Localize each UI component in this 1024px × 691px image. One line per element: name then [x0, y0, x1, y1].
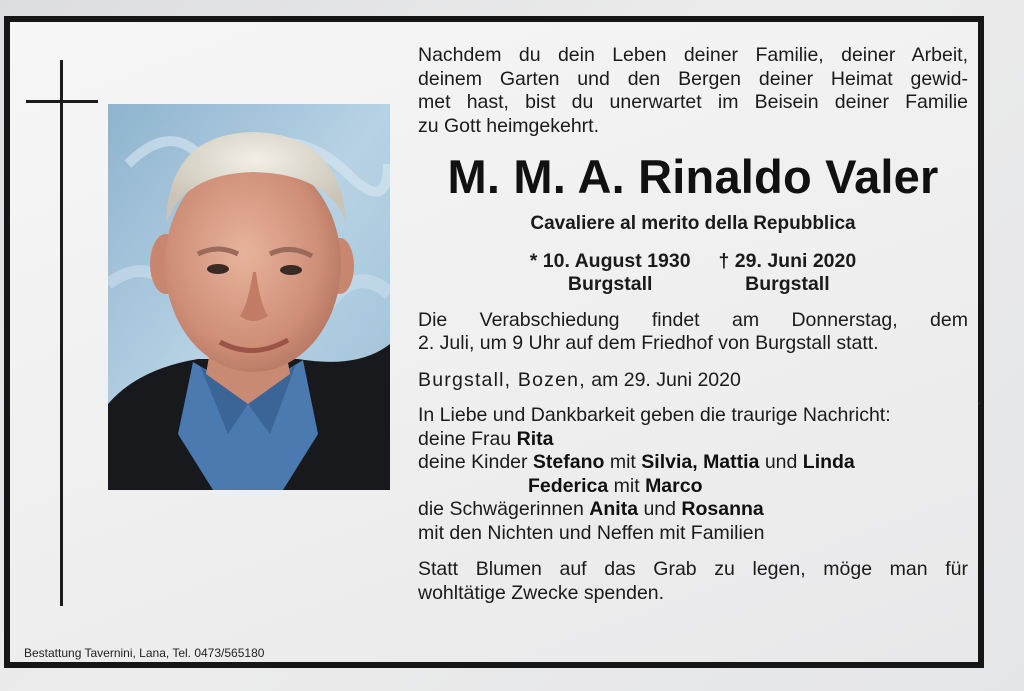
life-dates: [418, 250, 968, 296]
and-word: und: [759, 451, 803, 473]
birth-date: * 10. August 1930: [529, 249, 691, 272]
with-word: mit: [608, 474, 646, 497]
intro-line: zu Gott heimgekehrt.: [418, 114, 600, 137]
and-word: und: [638, 498, 682, 520]
funeral-home-footer: Bestattung Tavernini, Lana, Tel. 0473/565180: [24, 646, 265, 660]
announcement-line: In Liebe und Dankbarkeit geben die traurige Nachricht:: [418, 404, 891, 426]
ceremony-paragraph: [418, 309, 968, 356]
death-date: † 29. Juni 2020: [718, 249, 857, 272]
wife-line: [418, 428, 968, 452]
nieces-line: mit den Nichten und Neffen mit Familien: [418, 521, 765, 544]
birth-info: [530, 250, 691, 296]
child-name: Federica: [528, 474, 609, 497]
sisters-in-law-line: [418, 498, 968, 522]
children-line-2: [418, 475, 968, 499]
children-line: [418, 451, 968, 475]
partner-names: Silvia, Mattia: [641, 451, 760, 473]
place-date-line: [418, 369, 968, 393]
ceremony-line: Die Verabschiedung findet am Donnerstag, dem: [418, 308, 968, 331]
sister-name: Rosanna: [681, 498, 764, 520]
family-list: [418, 404, 968, 545]
closing-line: wohltätige Zwecke spenden.: [418, 581, 665, 604]
intro-line: met hast, bist du unerwartet im Beisein deiner Familie: [418, 91, 968, 113]
sister-name: Anita: [589, 498, 639, 520]
portrait-photo: [108, 104, 390, 490]
closing-line: Statt Blumen auf das Grab zu legen, möge man für: [418, 558, 968, 580]
ceremony-line: 2. Juli, um 9 Uhr auf dem Friedhof von Burgstall statt.: [418, 332, 879, 354]
wife-name: Rita: [516, 427, 554, 450]
obituary-text: [418, 44, 968, 605]
intro-line: deinem Garten und den Bergen deiner Heimat gewid-: [418, 67, 968, 90]
closing-paragraph: [418, 558, 968, 605]
sisters-prefix: die Schwägerinnen: [418, 498, 590, 520]
with-word: mit: [604, 451, 642, 473]
place-names: Burgstall, Bozen,: [418, 368, 586, 391]
partner-name: Marco: [645, 474, 703, 497]
honor-title: Cavaliere al merito della Repubblica: [530, 213, 856, 234]
child-name: Linda: [802, 451, 855, 473]
deceased-name: M. M. A. Rinaldo Valer: [447, 150, 939, 203]
obituary-notice: [4, 16, 984, 668]
children-prefix: deine Kinder: [418, 451, 533, 473]
birth-place: Burgstall: [567, 272, 653, 295]
child-name: Stefano: [532, 451, 605, 473]
intro-paragraph: [418, 44, 968, 138]
wife-prefix: deine Frau: [418, 427, 517, 450]
notice-date: am 29. Juni 2020: [591, 368, 741, 391]
death-info: [719, 250, 857, 296]
intro-line: Nachdem du dein Leben deiner Familie, deiner Arbeit,: [418, 44, 968, 66]
speck: [978, 402, 981, 405]
death-place: Burgstall: [745, 272, 830, 295]
